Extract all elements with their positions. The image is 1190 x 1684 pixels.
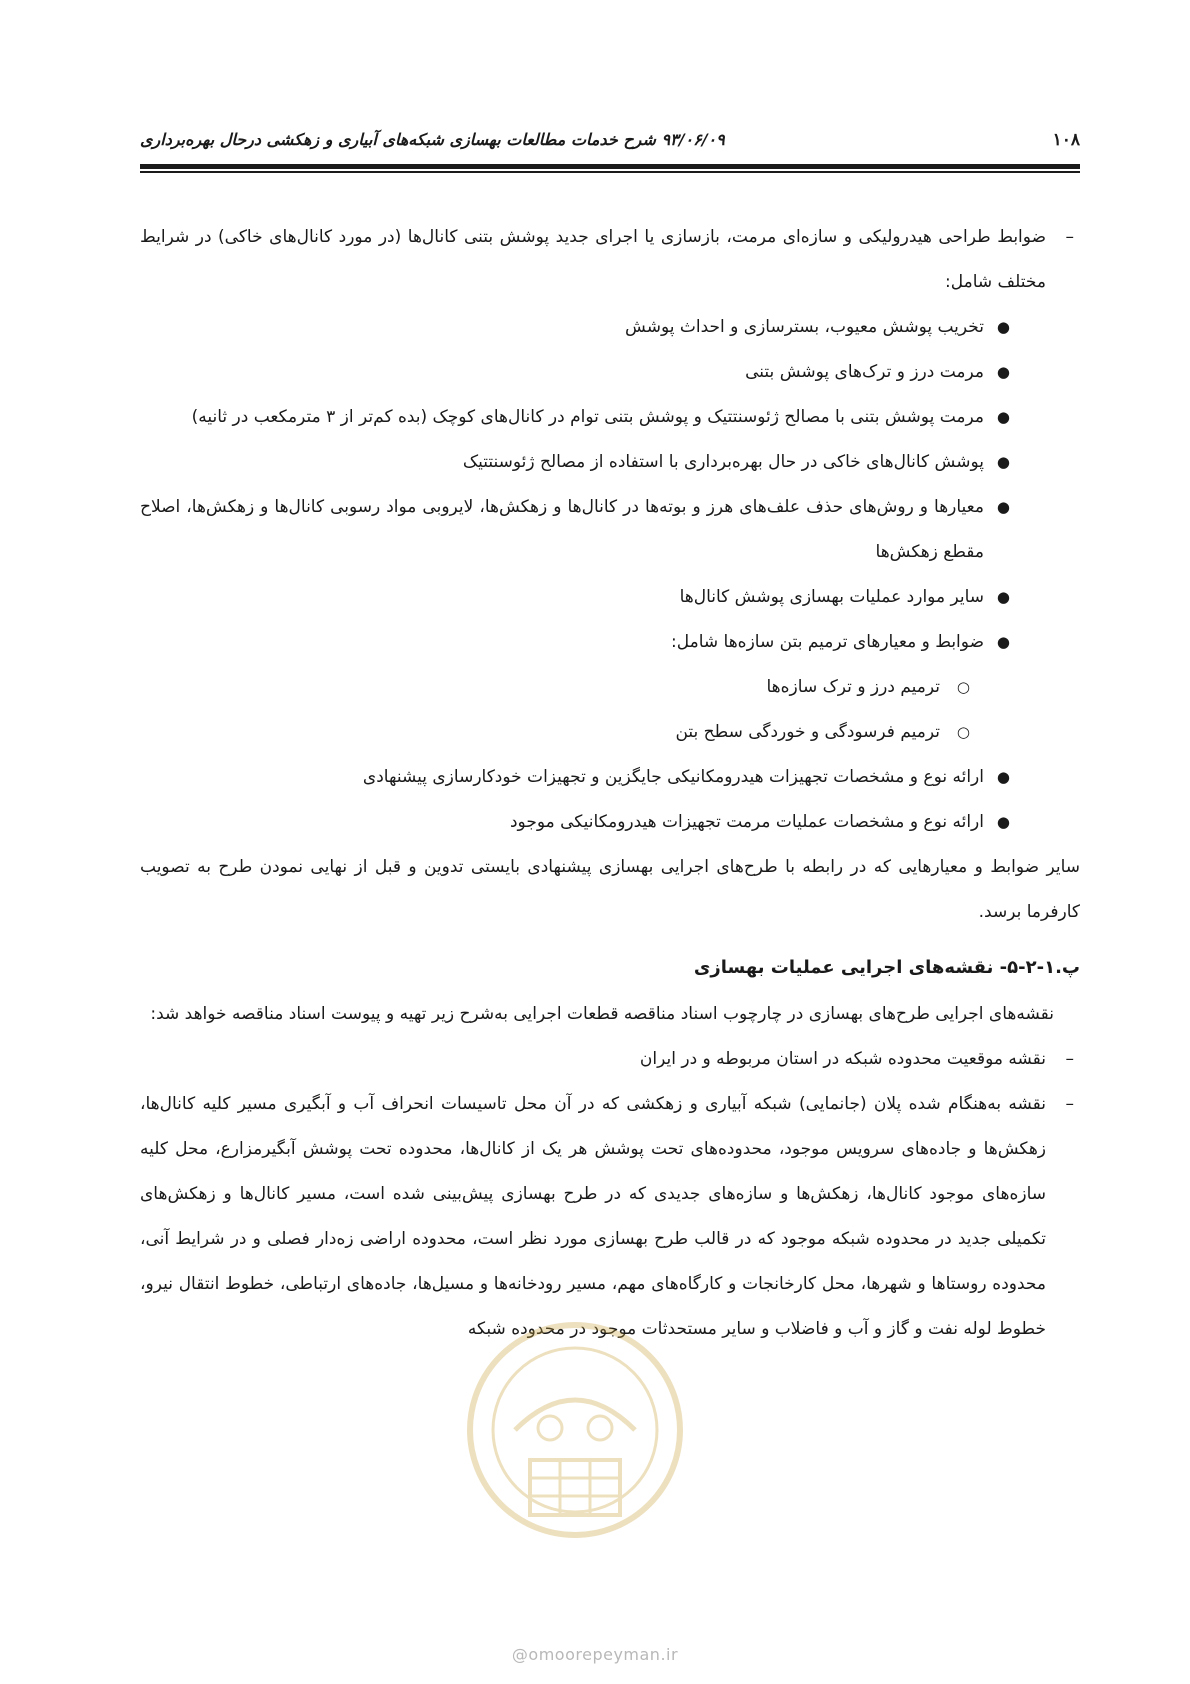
list-item <box>140 800 1080 845</box>
list-item <box>140 755 1080 800</box>
bullet-marker: ● <box>996 588 1010 606</box>
sub-list-item <box>140 710 1080 755</box>
list-item-text: تخریب پوشش معیوب، بسترسازی و احداث پوشش <box>625 317 984 337</box>
circle-marker: ○ <box>956 723 970 741</box>
running-title: ۹۳/۰۶/۰۹ شرح خدمات مطالعات بهسازی شبکه‌های آبیاری و زهکشی درحال بهره‌برداری <box>140 130 725 149</box>
footer-site: @omoorepeyman.ir <box>511 1645 679 1664</box>
section-heading: پ.۱-۲-۵- نقشه‌های اجرایی عملیات بهسازی <box>693 957 1080 978</box>
dash-marker: – <box>1065 227 1074 247</box>
list-item-text: ارائه نوع و مشخصات تجهیزات هیدرومکانیکی جایگزین و تجهیزات خودکارسازی پیشنهادی <box>362 767 984 787</box>
list-item <box>140 350 1080 395</box>
list-item-text: ضوابط طراحی هیدرولیکی و سازه‌ای مرمت، بازسازی یا اجرای جدید پوشش بتنی کانال‌ها (در مورد کانال‌های خاکی) در شرایط مختلف شامل: <box>140 227 1046 292</box>
list-item <box>140 485 1080 575</box>
list-item-text: ترمیم درز و ترک سازه‌ها <box>766 677 940 697</box>
list-item-text: پوشش کانال‌های خاکی در حال بهره‌برداری با استفاده از مصالح ژئوسنتتیک <box>462 452 984 472</box>
circle-marker: ○ <box>956 678 970 696</box>
list-item <box>140 440 1080 485</box>
list-item-text: نقشه موقعیت محدوده شبکه در استان مربوطه و در ایران <box>639 1049 1046 1069</box>
paragraph: سایر ضوابط و معیارهایی که در رابطه با طرح‌های اجرایی بهسازی پیشنهادی بایستی تدوین و قبل از نهایی نمودن طرح به تصویب کارفرما برسد. <box>140 857 1080 922</box>
list-item <box>140 620 1080 665</box>
sub-list-item <box>140 665 1080 710</box>
list-item-text: سایر موارد عملیات بهسازی پوشش کانال‌ها <box>679 587 984 607</box>
list-item <box>140 305 1080 350</box>
dash-marker: – <box>1065 1094 1074 1114</box>
page-number: ۱۰۸ <box>1052 130 1080 150</box>
bullet-marker: ● <box>996 633 1010 651</box>
bullet-marker: ● <box>996 408 1010 426</box>
bullet-marker: ● <box>996 363 1010 381</box>
list-item <box>140 1037 1080 1082</box>
dash-marker: – <box>1065 1049 1074 1069</box>
list-item <box>140 395 1080 440</box>
page-body <box>140 215 1080 1352</box>
bullet-marker: ● <box>996 498 1010 516</box>
page-header <box>140 128 1080 158</box>
watermark-seal <box>455 1310 695 1570</box>
paragraph: نقشه‌های اجرایی طرح‌های بهسازی در چارچوب اسناد مناقصه قطعات اجرایی به‌شرح زیر تهیه و پیوست اسناد مناقصه خواهد شد: <box>150 1004 1054 1024</box>
list-item-text: مرمت درز و ترک‌های پوشش بتنی <box>745 362 984 382</box>
list-item <box>140 575 1080 620</box>
list-item <box>140 215 1080 305</box>
list-item-text: ضوابط و معیارهای ترمیم بتن سازه‌ها شامل: <box>671 632 984 652</box>
bullet-marker: ● <box>996 318 1010 336</box>
bullet-marker: ● <box>996 768 1010 786</box>
list-item-text: ترمیم فرسودگی و خوردگی سطح بتن <box>675 722 940 742</box>
list-item-text: ارائه نوع و مشخصات عملیات مرمت تجهیزات هیدرومکانیکی موجود <box>509 812 984 832</box>
list-item-text: مرمت پوشش بتنی با مصالح ژئوسنتتیک و پوشش بتنی توام در کانال‌های کوچک (بده کم‌تر از ۳ مترمکعب در ثانیه) <box>191 407 984 427</box>
header-rule-thick <box>140 164 1080 169</box>
header-rule-thin <box>140 171 1080 173</box>
list-item-text: معیارها و روش‌های حذف علف‌های هرز و بوته‌ها در کانال‌ها و زهکش‌ها، لایروبی مواد رسوبی کانال‌ها و زهکش‌ها، اصلاح مقطع زهکش‌ها <box>140 497 984 562</box>
list-item-text: نقشه به‌هنگام شده پلان (جانمایی) شبکه آبیاری و زهکشی که در آن محل تاسیسات انحراف آب و آبگیری مسیر کلیه کانال‌ها، زهکش‌ها و جاده‌های سرویس موجود، محدوده‌های تحت پوشش هر یک از کانال‌ها، محدوده تحت پوشش آبگیرمزارع، محل کلیه سازه‌های موجود کانال‌ها، زهکش‌ها و سازه‌های جدیدی که در طرح بهسازی پیش‌بینی شده است، مسیر کانال‌ها و زهکش‌های تکمیلی جدید در محدوده شبکه موجود که در قالب طرح بهسازی مورد نظر است، محدوده اراضی زه‌دار فصلی و در شرایط آنی، محدوده روستاها و شهرها، محل کارخانجات و کارگاه‌های مهم، مسیر رودخانه‌ها و مسیل‌ها، جاده‌های ارتباطی، خطوط انتقال نیرو، خطوط لوله نفت و گاز و آب و فاضلاب و سایر مستحدثات موجود در محدوده شبکه <box>140 1094 1046 1339</box>
bullet-marker: ● <box>996 813 1010 831</box>
bullet-marker: ● <box>996 453 1010 471</box>
